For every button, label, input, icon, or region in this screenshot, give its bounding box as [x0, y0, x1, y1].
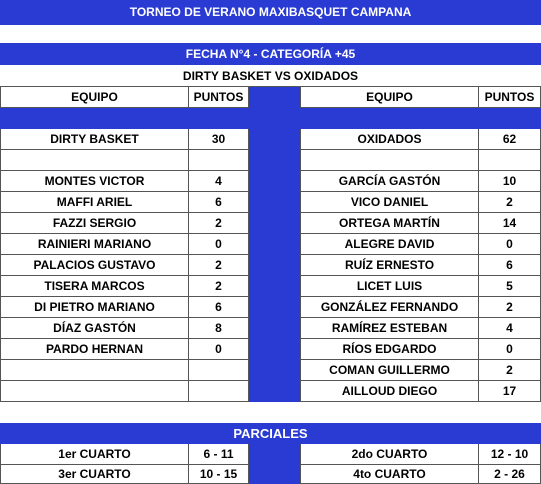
player-points-right: 6	[479, 255, 541, 276]
player-name-right: ORTEGA MARTÍN	[300, 213, 479, 234]
player-row	[0, 318, 541, 339]
player-name-right: AILLOUD DIEGO	[300, 381, 479, 402]
player-name-left: PARDO HERNAN	[0, 339, 189, 360]
player-points-right: 5	[479, 276, 541, 297]
player-row	[0, 381, 541, 402]
divider-column	[249, 87, 300, 108]
player-points-left: 2	[189, 255, 249, 276]
quarter-label: 3er CUARTO	[0, 465, 189, 484]
player-row	[0, 339, 541, 360]
divider-column	[249, 171, 300, 192]
player-row	[0, 234, 541, 255]
player-name-right: VICO DANIEL	[300, 192, 479, 213]
header-team-left: EQUIPO	[0, 87, 189, 108]
player-name-left: MAFFI ARIEL	[0, 192, 189, 213]
divider-column	[249, 297, 300, 318]
player-name-right: RAMÍREZ ESTEBAN	[300, 318, 479, 339]
divider-column	[249, 465, 300, 484]
divider-column	[249, 360, 300, 381]
blue-separator	[0, 108, 541, 129]
team-name-left: DIRTY BASKET	[0, 129, 189, 150]
player-points-left: 0	[189, 234, 249, 255]
player-points-right: 10	[479, 171, 541, 192]
divider-column	[249, 234, 300, 255]
fecha-bar: FECHA N°4 - CATEGORÍA +45	[0, 43, 541, 65]
player-name-left: DI PIETRO MARIANO	[0, 297, 189, 318]
player-row	[0, 192, 541, 213]
player-name-right: GARCÍA GASTÓN	[300, 171, 479, 192]
quarter-score: 2 - 26	[479, 465, 541, 484]
empty-cell	[300, 150, 479, 171]
player-name-right: COMAN GUILLERMO	[300, 360, 479, 381]
divider-column	[249, 255, 300, 276]
quarter-score: 12 - 10	[479, 444, 541, 465]
player-points-right: 4	[479, 318, 541, 339]
player-name-left: PALACIOS GUSTAVO	[0, 255, 189, 276]
divider-column	[249, 318, 300, 339]
header-team-right: EQUIPO	[300, 87, 479, 108]
player-name-right: GONZÁLEZ FERNANDO	[300, 297, 479, 318]
quarters-row-2	[0, 465, 541, 484]
player-points-left: 2	[189, 276, 249, 297]
quarters-row-1	[0, 444, 541, 465]
player-points-right: 2	[479, 360, 541, 381]
player-points-right: 17	[479, 381, 541, 402]
player-points-right: 2	[479, 297, 541, 318]
divider-column	[249, 192, 300, 213]
player-name-left: TISERA MARCOS	[0, 276, 189, 297]
matchup-row	[0, 65, 541, 87]
divider-column	[249, 381, 300, 402]
parciales-bar: PARCIALES	[0, 423, 541, 444]
player-row	[0, 171, 541, 192]
empty-cell	[479, 150, 541, 171]
matchup-title: DIRTY BASKET VS OXIDADOS	[182, 68, 359, 83]
team-total-row	[0, 129, 541, 150]
empty-row	[0, 150, 541, 171]
player-name-right: RUÍZ ERNESTO	[300, 255, 479, 276]
player-row	[0, 213, 541, 234]
player-points-right: 14	[479, 213, 541, 234]
divider-column	[249, 444, 300, 465]
team-name-right: OXIDADOS	[300, 129, 479, 150]
divider-column	[249, 129, 300, 150]
header-points-right: PUNTOS	[479, 87, 541, 108]
quarter-label: 1er CUARTO	[0, 444, 189, 465]
player-name-left	[0, 381, 189, 402]
divider-column	[249, 150, 300, 171]
player-points-left: 4	[189, 171, 249, 192]
quarter-score: 10 - 15	[189, 465, 249, 484]
player-points-left	[189, 360, 249, 381]
quarter-score: 6 - 11	[189, 444, 249, 465]
player-points-left: 8	[189, 318, 249, 339]
player-name-right: ALEGRE DAVID	[300, 234, 479, 255]
player-points-left: 0	[189, 339, 249, 360]
header-row	[0, 87, 541, 108]
player-row	[0, 360, 541, 381]
divider-column	[249, 339, 300, 360]
player-points-left	[189, 381, 249, 402]
empty-cell	[0, 150, 189, 171]
empty-cell	[189, 150, 249, 171]
player-name-left: RAINIERI MARIANO	[0, 234, 189, 255]
team-score-left: 30	[189, 129, 249, 150]
player-name-right: RÍOS EDGARDO	[300, 339, 479, 360]
quarter-label: 4to CUARTO	[300, 465, 479, 484]
divider-column	[249, 213, 300, 234]
player-row	[0, 297, 541, 318]
player-name-left: FAZZI SERGIO	[0, 213, 189, 234]
player-row	[0, 276, 541, 297]
header-points-left: PUNTOS	[189, 87, 249, 108]
player-row	[0, 255, 541, 276]
title-bar: TORNEO DE VERANO MAXIBASQUET CAMPANA	[0, 0, 541, 25]
player-points-left: 6	[189, 192, 249, 213]
player-name-left	[0, 360, 189, 381]
player-name-right: LICET LUIS	[300, 276, 479, 297]
team-score-right: 62	[479, 129, 541, 150]
player-name-left: DÍAZ GASTÓN	[0, 318, 189, 339]
quarter-label: 2do CUARTO	[300, 444, 479, 465]
player-points-right: 0	[479, 339, 541, 360]
player-points-left: 6	[189, 297, 249, 318]
divider-column	[249, 276, 300, 297]
player-points-right: 2	[479, 192, 541, 213]
player-points-right: 0	[479, 234, 541, 255]
player-name-left: MONTES VICTOR	[0, 171, 189, 192]
player-points-left: 2	[189, 213, 249, 234]
